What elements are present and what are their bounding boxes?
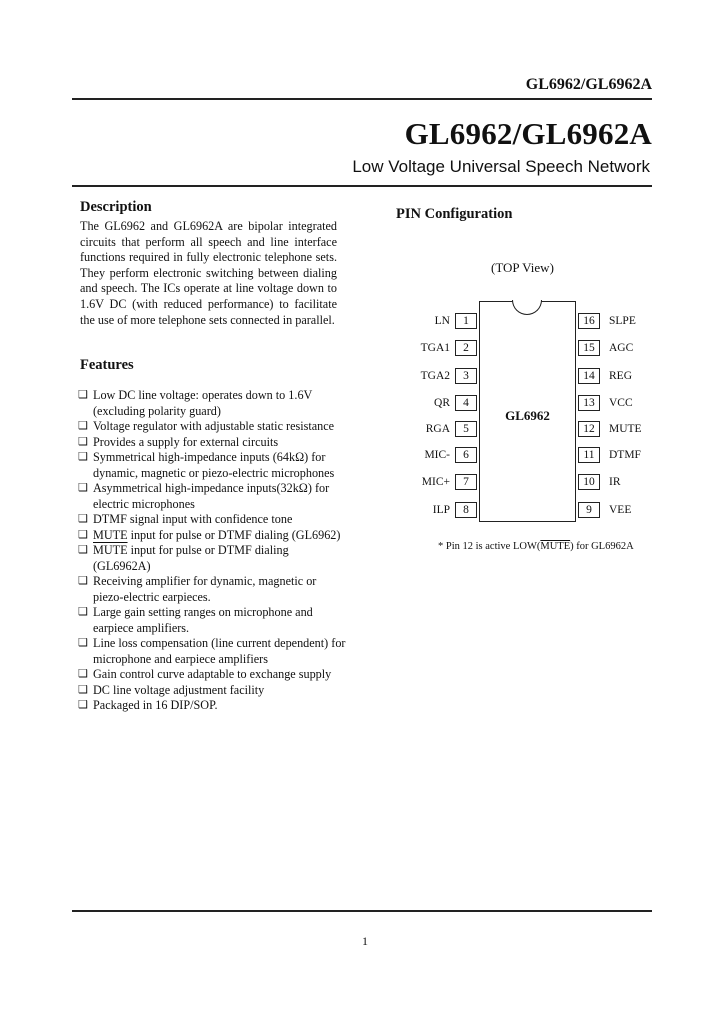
list-item: ❑ Gain control curve adaptable to exchange supply [78, 667, 332, 681]
checkbox-bullet-icon: ❑ [78, 451, 88, 463]
pin-name-16: SLPE [609, 315, 636, 327]
pin-config-heading: PIN Configuration [396, 206, 513, 222]
pin-name-10: IR [609, 476, 621, 488]
checkbox-bullet-icon: ❑ [78, 575, 88, 587]
document-title: GL6962/GL6962A [404, 116, 652, 151]
list-item: ❑ Provides a supply for external circuits [78, 434, 279, 449]
checkbox-bullet-icon: ❑ [78, 513, 88, 525]
checkbox-bullet-icon: ❑ [78, 683, 88, 696]
checkbox-bullet-icon: ❑ [78, 435, 88, 448]
pin-name-1: LN [434, 315, 450, 327]
pin-name-15: AGC [609, 342, 634, 354]
mute-overbar-text: MUTE [93, 543, 128, 557]
checkbox-bullet-icon: ❑ [78, 637, 88, 649]
checkbox-bullet-icon: ❑ [78, 606, 88, 618]
document-subtitle: Low Voltage Universal Speech Network [352, 157, 650, 176]
pin-number-10: 10 [578, 474, 600, 490]
description-heading: Description [80, 199, 152, 215]
ic-chip-label: GL6962 [505, 408, 550, 423]
pin-number-3: 3 [455, 368, 477, 384]
list-item: ❑ Symmetrical high-impedance inputs (64kΩ) for dynamic, magnetic or piezo-electric microphones [78, 450, 335, 480]
checkbox-bullet-icon: ❑ [78, 482, 88, 494]
pin-name-5: RGA [425, 423, 450, 435]
list-item: ❑ Packaged in 16 DIP/SOP. [78, 698, 218, 712]
list-item: ❑ Line loss compensation (line current dependent) for microphone and earpiece amplifiers [78, 636, 346, 666]
features-list [78, 388, 348, 714]
checkbox-bullet-icon: ❑ [78, 699, 88, 711]
pin-name-12: MUTE [609, 423, 642, 435]
pin-name-4: QR [434, 397, 450, 409]
header-part-number: GL6962/GL6962A [525, 76, 652, 93]
features-heading: Features [80, 357, 134, 373]
pin-name-9: VEE [609, 504, 632, 516]
pin-name-2: TGA1 [420, 342, 450, 354]
pin-footnote: * Pin 12 is active LOW(MUTE) for GL6962A [438, 541, 634, 552]
pin-name-6: MIC- [424, 449, 450, 461]
pin-number-9: 9 [578, 502, 600, 518]
pin-number-6: 6 [455, 447, 477, 463]
checkbox-bullet-icon: ❑ [78, 668, 88, 680]
page-number: 1 [362, 934, 368, 948]
pin-name-7: MIC+ [421, 476, 450, 488]
pin-number-7: 7 [455, 474, 477, 490]
pin-name-11: DTMF [609, 449, 641, 461]
description-text: The GL6962 and GL6962A are bipolar integrated circuits that perform all speech and line interface functions required in fully electronic telephone sets. They perform electronic switching between dialing and speech. The ICs operate at line voltage down to 1.6V DC (with reduced performance) to facilitate the use of more telephone sets connected in parallel. [80, 219, 337, 327]
pin-number-4: 4 [455, 395, 477, 411]
list-item: ❑ Asymmetrical high-impedance inputs(32kΩ) for electric microphones [78, 481, 330, 511]
bottom-rule [72, 910, 652, 912]
list-item: ❑ MUTE input for pulse or DTMF dialing (GL6962A) [78, 543, 289, 573]
list-item: ❑ Low DC line voltage: operates down to 1.6V (excluding polarity guard) [78, 388, 313, 418]
checkbox-bullet-icon: ❑ [78, 389, 88, 401]
list-item: ❑ MUTE input for pulse or DTMF dialing (GL6962) [78, 527, 341, 542]
top-view-label: (TOP View) [491, 260, 554, 275]
list-item: ❑ Receiving amplifier for dynamic, magnetic or piezo-electric earpieces. [78, 574, 317, 604]
list-item: ❑ Voltage regulator with adjustable static resistance [78, 419, 335, 433]
pin-name-14: REG [609, 370, 632, 382]
pin-number-5: 5 [455, 421, 477, 437]
pin-number-11: 11 [578, 447, 600, 463]
checkbox-bullet-icon: ❑ [78, 528, 88, 541]
pin-number-13: 13 [578, 395, 600, 411]
pin-number-14: 14 [578, 368, 600, 384]
checkbox-bullet-icon: ❑ [78, 544, 88, 556]
pin-number-16: 16 [578, 313, 600, 329]
top-rule [72, 98, 652, 100]
pin-number-12: 12 [578, 421, 600, 437]
list-item: ❑ DTMF signal input with confidence tone [78, 512, 293, 526]
pin-number-15: 15 [578, 340, 600, 356]
pin-name-13: VCC [609, 397, 633, 409]
pin-number-1: 1 [455, 313, 477, 329]
pin-name-8: ILP [432, 504, 450, 516]
list-item: ❑ Large gain setting ranges on microphone and earpiece amplifiers. [78, 605, 313, 635]
checkbox-bullet-icon: ❑ [78, 420, 88, 432]
title-rule [72, 185, 652, 187]
list-item: ❑ DC line voltage adjustment facility [78, 682, 265, 697]
pin-number-2: 2 [455, 340, 477, 356]
pin-number-8: 8 [455, 502, 477, 518]
pin-name-3: TGA2 [420, 370, 450, 382]
